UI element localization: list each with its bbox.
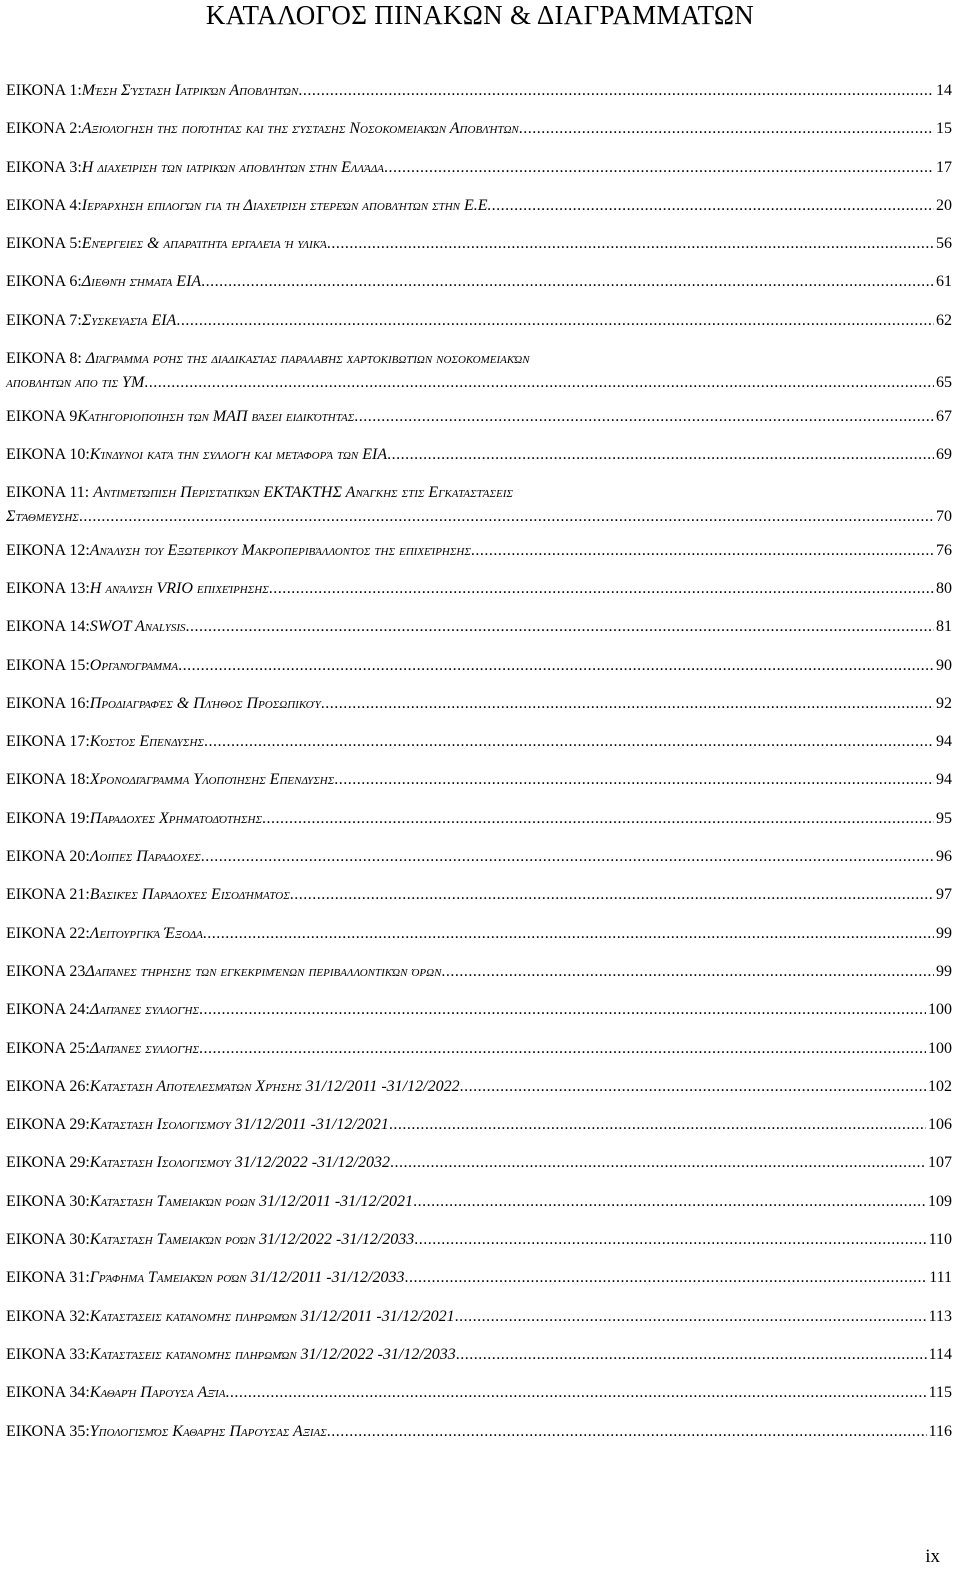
toc-entry[interactable] [6,265,952,303]
toc-leader-dots [441,962,934,981]
toc-leader-dots [387,445,934,464]
toc-entry-page: 62 [936,311,952,329]
toc-entry-page: 100 [928,1039,952,1057]
toc-entry-page: 96 [936,848,952,866]
toc-entry-label: ΕΙΚΟΝΑ 32: [6,1307,90,1325]
toc-entry-page: 65 [936,374,952,392]
toc-leader-dots [455,1307,927,1326]
toc-entry[interactable] [6,476,952,534]
toc-entry-caption-continued: Στάθμευσης [6,508,79,526]
toc-entry-caption: Κατάσταση Ταμειακών ροων 31/12/2011 -31/12/2021 [89,1192,414,1210]
toc-entry-caption: SWOT Analysis [89,618,186,636]
toc-entry-label: ΕΙΚΟΝΑ 24: [6,1001,90,1019]
toc-leader-dots [199,1039,926,1058]
toc-entry[interactable] [6,993,952,1031]
toc-leader-dots [519,119,934,138]
toc-entry[interactable] [6,1146,952,1184]
toc-entry-caption: Κίνδυνοι κατά την συλλογή και μεταφορά των ΕΙΑ [89,445,388,463]
toc-entry-page: 20 [936,196,952,214]
toc-entry-page: 80 [936,579,952,597]
toc-entry[interactable] [6,189,952,227]
toc-entry-label: ΕΙΚΟΝΑ 34: [6,1384,90,1402]
toc-entry-label: ΕΙΚΟΝΑ 3: [6,158,82,176]
toc-entry-label: ΕΙΚΟΝΑ 22: [6,924,90,942]
toc-leader-dots [298,81,934,100]
toc-entry-caption: Δαπάνες συλλογής [89,1039,199,1057]
toc-entry[interactable] [6,840,952,878]
toc-entry-page: 110 [928,1231,952,1249]
toc-entry-caption: Λοιπες Παραδοχες [89,848,201,866]
toc-entry-line [6,373,952,392]
toc-entry-label: ΕΙΚΟΝΑ 14: [6,618,90,636]
toc-leader-dots [405,1268,928,1287]
toc-entry-caption: Κατάσταση Ταμειακών ροών 31/12/2022 -31/12/2033 [89,1231,415,1249]
page-title: ΚΑΤΑΛΟΓΟΣ ΠΙΝΑΚΩΝ & ΔΙΑΓΡΑΜΜΑΤΩΝ [205,0,755,30]
toc-entry-caption: Συσκευασία ΕΙΑ [81,311,177,329]
toc-entry-label: ΕΙΚΟΝΑ 2: [6,120,82,138]
toc-leader-dots [456,1345,927,1364]
toc-leader-dots [354,407,934,426]
toc-leader-dots [201,847,934,866]
toc-entry-label: ΕΙΚΟΝΑ 16: [6,694,90,712]
toc-entry[interactable] [6,304,952,342]
toc-entry[interactable] [6,1223,952,1261]
toc-leader-dots [269,579,934,598]
toc-entry-page: 94 [936,771,952,789]
toc-leader-dots [199,1000,926,1019]
toc-leader-dots [389,1115,926,1134]
toc-entry-caption: Κατάσταση Ισολογισμού 31/12/2011 -31/12/2021 [89,1116,389,1134]
toc-entry[interactable] [6,572,952,610]
toc-entry-caption: Γράφημα Ταμειακών ροών 31/12/2011 -31/12/2033 [89,1269,405,1287]
toc-entry-page: 106 [928,1116,952,1134]
toc-leader-dots [413,1192,926,1211]
toc-entry-line [6,349,952,371]
toc-entry[interactable] [6,763,952,801]
toc-entry[interactable] [6,687,952,725]
toc-entry-label: ΕΙΚΟΝΑ 18: [6,771,90,789]
toc-leader-dots [414,1230,926,1249]
toc-entry[interactable] [6,1376,952,1414]
toc-entry-label: ΕΙΚΟΝΑ 1: [6,82,82,99]
toc-leader-dots [144,373,934,392]
toc-entry-page: 14 [936,82,952,99]
toc-entry-caption: Προδιαγραφές & Πλήθος Προσωπικού [89,694,321,712]
toc-entry-page: 99 [936,924,952,942]
toc-entry-label: ΕΙΚΟΝΑ 29: [6,1154,90,1172]
toc-entry-page: 70 [936,508,952,526]
toc-leader-dots [186,617,935,636]
toc-entry-caption: Κατάσταση Ισολογισμού 31/12/2022 -31/12/2032 [89,1154,391,1172]
toc-entry-caption: Καταστάσεις κατανομής πληρωμών 31/12/2011 -31/12/2021 [89,1307,455,1325]
toc-entry-caption: Διάγραμμα ροής της διαδικασίας παραλαβής χαρτοκιβωτίων νοσοκομειακών [85,350,530,368]
toc-entry-label: ΕΙΚΟΝΑ 26: [6,1077,90,1095]
toc-entry-caption: Κατηγοριοποίηση των ΜΑΠ βάσει ειδικότητας [77,407,355,425]
toc-entry-page: 111 [929,1269,952,1287]
toc-leader-dots [460,1077,926,1096]
toc-entry[interactable] [6,649,952,687]
toc-entry-label: ΕΙΚΟΝΑ 9 [6,407,78,425]
toc-entry[interactable] [6,610,952,648]
toc-entry[interactable] [6,151,952,189]
toc-entry-label: ΕΙΚΟΝΑ 19: [6,809,90,827]
toc-entry-label: ΕΙΚΟΝΑ 35: [6,1422,90,1440]
toc-leader-dots [204,732,934,751]
toc-leader-dots [384,158,934,177]
toc-leader-dots [178,656,934,675]
toc-entry-label: ΕΙΚΟΝΑ 25: [6,1039,90,1057]
toc-entry[interactable] [6,917,952,955]
toc-entry-caption: Η διαχείριση των ιατρικών αποβλήτων στην Ελλάδα [81,158,385,176]
toc-leader-dots [334,770,934,789]
toc-entry[interactable] [6,400,952,438]
toc-entry-caption: Οργανόγραμμα [89,656,179,674]
toc-leader-dots [262,809,934,828]
toc-entry-caption: Παραδοχές Χρηματοδότησης [89,809,262,827]
toc-entry-page: 102 [928,1077,952,1095]
toc-entry-page: 69 [936,445,952,463]
toc-entry-label: ΕΙΚΟΝΑ 4: [6,196,82,214]
table-of-figures [6,74,952,1453]
page-number: ix [925,1546,940,1567]
toc-entry-line [6,507,952,526]
toc-entry-caption: Αξιολόγηση της ποιότητας και της σύστασης Νοσοκομειακών Αποβλήτων [81,120,519,138]
toc-entry-label: ΕΙΚΟΝΑ 5: [6,235,82,253]
toc-entry-page: 115 [928,1384,952,1402]
toc-entry-caption: Αντιμετώπιση Περιστατικών ΕΚΤΑΚΤΗΣ Ανάγκης στις Εγκαταστάσεις [93,484,513,502]
toc-entry-page: 97 [936,886,952,904]
toc-leader-dots [390,1153,926,1172]
toc-entry-page: 100 [928,1001,952,1019]
toc-entry-page: 67 [936,407,952,425]
toc-entry-label: ΕΙΚΟΝΑ 23 [6,962,86,980]
toc-entry-caption: Κατάσταση Αποτελεσμάτων Χρήσης 31/12/2011 -31/12/2022 [89,1077,460,1095]
toc-entry[interactable] [6,955,952,993]
toc-entry[interactable] [6,534,952,572]
toc-entry-label: ΕΙΚΟΝΑ 12: [6,541,90,559]
toc-entry[interactable] [6,1185,952,1223]
toc-entry-caption: Υπολογισμός Καθαρής Παρούσας Αξιας [89,1422,327,1440]
toc-entry[interactable] [6,1108,952,1146]
toc-entry-caption: Χρονοδιάγραμμα Υλοποίησης Επενδυσης [89,771,335,789]
toc-entry-caption: Ανάλυση του Εξωτερικού Μακροπεριβάλλοντος της επιχείρησης [89,541,471,559]
toc-entry-label: ΕΙΚΟΝΑ 29: [6,1116,90,1134]
toc-entry-page: 76 [936,541,952,559]
toc-entry[interactable] [6,1070,952,1108]
toc-entry[interactable] [6,1300,952,1338]
toc-entry-page: 107 [928,1154,952,1172]
toc-entry-caption: Μέση Σύσταση Ιατρικών Αποβλήτων [81,82,299,99]
toc-entry-label: ΕΙΚΟΝΑ 30: [6,1192,90,1210]
toc-entry-label: ΕΙΚΟΝΑ 10: [6,445,90,463]
toc-entry-label: ΕΙΚΟΝΑ 33: [6,1345,90,1363]
toc-entry[interactable] [6,438,952,476]
toc-leader-dots [327,234,934,253]
toc-entry-label: ΕΙΚΟΝΑ 31: [6,1269,90,1287]
toc-entry-page: 15 [936,120,952,138]
toc-entry[interactable] [6,1261,952,1299]
toc-entry-caption: Διεθνή σήματα ΕΙΑ [81,273,202,291]
toc-entry-page: 61 [936,273,952,291]
toc-entry-page: 114 [928,1345,952,1363]
toc-entry[interactable] [6,1032,952,1070]
toc-leader-dots [471,541,934,560]
toc-leader-dots [492,196,934,215]
toc-entry[interactable] [6,878,952,916]
toc-entry-caption: Ενέργειες & απαραίτητα εργαλεία ή υλικά [81,235,327,253]
toc-leader-dots [201,272,934,291]
toc-entry[interactable] [6,1415,952,1453]
toc-entry[interactable] [6,74,952,112]
toc-leader-dots [225,1383,926,1402]
toc-entry-label: ΕΙΚΟΝΑ 17: [6,733,90,751]
toc-entry-page: 95 [936,809,952,827]
toc-entry-label: ΕΙΚΟΝΑ 7: [6,311,82,329]
toc-entry[interactable] [6,342,952,400]
toc-entry-page: 17 [936,158,952,176]
toc-entry-label: ΕΙΚΟΝΑ 30: [6,1231,90,1249]
toc-entry-page: 90 [936,656,952,674]
toc-entry-label: ΕΙΚΟΝΑ 20: [6,848,90,866]
toc-entry[interactable] [6,1338,952,1376]
toc-entry-label: ΕΙΚΟΝΑ 15: [6,656,90,674]
toc-entry-caption: Καθαρή Παρούσα Αξία [89,1384,226,1402]
toc-entry-caption-continued: αποβλητων απο τις ΥΜ [6,374,145,392]
toc-entry-label: ΕΙΚΟΝΑ 13: [6,579,90,597]
toc-entry-caption: Δαπάνες συλλογής [89,1001,199,1019]
toc-leader-dots [79,507,934,526]
toc-entry-page: 99 [936,962,952,980]
toc-entry-page: 81 [936,618,952,636]
toc-entry-label: ΕΙΚΟΝΑ 6: [6,273,82,291]
toc-entry-line [6,483,952,505]
toc-entry-label: ΕΙΚΟΝΑ 21: [6,886,90,904]
toc-leader-dots [290,885,934,904]
toc-entry[interactable] [6,802,952,840]
toc-entry-caption: Κόστος Επενδυσης [89,733,204,751]
toc-leader-dots [176,311,934,330]
toc-entry-page: 92 [936,694,952,712]
toc-entry-caption: Ιεράρχηση επιλογών για τη Διαχείριση στερεών αποβλήτων στην Ε.Ε. [81,196,492,214]
toc-entry[interactable] [6,112,952,150]
toc-leader-dots [321,694,934,713]
toc-entry-page: 109 [928,1192,952,1210]
toc-entry-page: 113 [928,1307,952,1325]
toc-leader-dots [327,1422,927,1441]
toc-entry-caption: Καταστάσεις κατανομής πληρωμών 31/12/2022 -31/12/2033 [89,1345,456,1363]
toc-entry-label: ΕΙΚΟΝΑ 8: [6,350,86,368]
toc-entry[interactable] [6,725,952,763]
toc-leader-dots [203,924,934,943]
toc-entry-page: 116 [928,1422,952,1440]
toc-entry-caption: Βασικές Παραδοχές Εισοδήματος [89,886,290,904]
toc-entry-caption: Λειτουργικά Έξοδα [89,924,203,942]
toc-entry[interactable] [6,227,952,265]
toc-entry-caption: Δαπάνες τήρησης των εγκεκριμένων περιβαλλοντικών όρων [85,962,442,980]
toc-entry-label: ΕΙΚΟΝΑ 11: [6,484,94,502]
toc-entry-page: 56 [936,235,952,253]
toc-entry-page: 94 [936,733,952,751]
toc-entry-caption: Η ανάλυση VRIO επιχείρησης [89,579,269,597]
